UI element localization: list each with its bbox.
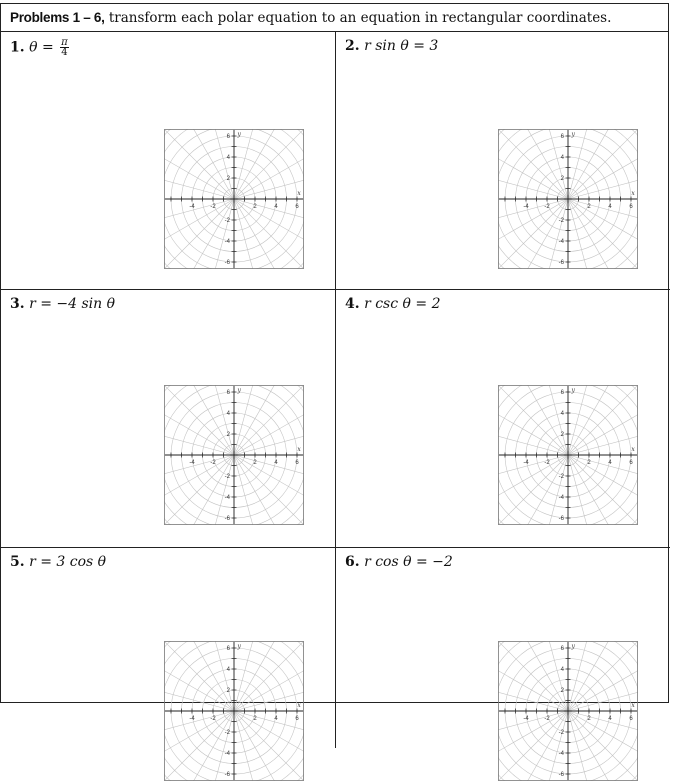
- problem-cell-4: [336, 290, 670, 548]
- problem-cell-6: [336, 548, 670, 778]
- y-tick-label: 6: [226, 390, 230, 396]
- polar-ray: [234, 424, 304, 455]
- x-tick-label: -4: [189, 204, 195, 210]
- y-axis-label: y: [237, 642, 241, 650]
- polar-ray: [498, 680, 568, 711]
- y-tick-label: 2: [560, 176, 564, 182]
- polar-grid-svg: [164, 385, 304, 525]
- y-tick-label: 4: [226, 667, 230, 673]
- polar-ray: [568, 711, 638, 742]
- polar-ray: [568, 680, 638, 711]
- polar-ray: [164, 168, 234, 199]
- polar-ray: [234, 455, 304, 525]
- problem-equation: r csc θ = 2: [364, 296, 441, 312]
- x-axis-label: x: [297, 190, 301, 197]
- problem-6: [345, 554, 453, 570]
- y-tick-label: -2: [224, 474, 230, 480]
- polar-ray: [234, 199, 304, 230]
- y-tick-label: -4: [558, 239, 564, 245]
- x-tick-label: 2: [587, 460, 591, 466]
- x-tick-label: -2: [210, 460, 216, 466]
- polar-ray: [498, 129, 568, 199]
- polar-ray: [164, 455, 234, 486]
- polar-ray: [498, 168, 568, 199]
- polar-ray: [568, 455, 638, 525]
- problem-number: 1.: [10, 39, 25, 56]
- x-tick-label: -2: [544, 716, 550, 722]
- x-tick-label: -4: [523, 204, 529, 210]
- polar-ray: [568, 641, 599, 711]
- y-axis-label: y: [571, 386, 575, 394]
- problem-equation: r cos θ = −2: [364, 554, 453, 570]
- polar-ray: [568, 199, 638, 230]
- y-tick-label: 6: [560, 134, 564, 140]
- pi-over-four-fraction: [60, 38, 69, 57]
- polar-grid-svg: [498, 641, 638, 781]
- x-tick-label: 2: [587, 716, 591, 722]
- polar-ray: [498, 424, 568, 455]
- polar-ray: [568, 385, 638, 455]
- polar-ray: [164, 711, 234, 781]
- polar-ray: [234, 680, 304, 711]
- problem-equation: θ =: [29, 39, 59, 56]
- polar-ray: [234, 199, 265, 269]
- y-tick-label: -2: [224, 218, 230, 224]
- x-tick-label: 4: [274, 460, 278, 466]
- problems-range: Problems 1 – 6,: [10, 10, 105, 25]
- y-tick-label: -6: [224, 772, 230, 778]
- polar-ray: [568, 168, 638, 199]
- x-axis-label: x: [297, 446, 301, 453]
- x-tick-label: -2: [210, 204, 216, 210]
- polar-ray: [568, 424, 638, 455]
- polar-ray: [234, 711, 304, 742]
- polar-grid[interactable]: [164, 385, 304, 525]
- problem-5: [10, 554, 106, 570]
- x-tick-label: 4: [274, 716, 278, 722]
- problem-number: 2.: [345, 38, 360, 54]
- polar-ray: [537, 455, 568, 525]
- x-tick-label: 4: [274, 204, 278, 210]
- polar-ray: [498, 641, 568, 711]
- polar-ray: [568, 199, 599, 269]
- polar-grid[interactable]: [498, 385, 638, 525]
- y-tick-label: -6: [558, 260, 564, 266]
- problem-number: 3.: [10, 296, 25, 312]
- problem-2: [345, 38, 438, 54]
- polar-ray: [537, 199, 568, 269]
- polar-grid[interactable]: [164, 641, 304, 781]
- y-tick-label: 2: [226, 432, 230, 438]
- polar-ray: [568, 129, 599, 199]
- polar-grid[interactable]: [164, 129, 304, 269]
- y-tick-label: 6: [560, 390, 564, 396]
- y-tick-label: 2: [226, 688, 230, 694]
- polar-ray: [164, 199, 234, 230]
- polar-ray: [164, 455, 234, 525]
- polar-ray: [164, 424, 234, 455]
- y-tick-label: -4: [224, 751, 230, 757]
- y-tick-label: -6: [224, 260, 230, 266]
- y-tick-label: -4: [224, 495, 230, 501]
- polar-ray: [568, 385, 599, 455]
- y-tick-label: -6: [558, 772, 564, 778]
- x-tick-label: 6: [629, 460, 633, 466]
- polar-grid-svg: [164, 641, 304, 781]
- y-tick-label: 2: [226, 176, 230, 182]
- polar-ray: [498, 455, 568, 486]
- y-tick-label: 4: [560, 667, 564, 673]
- problem-4: [345, 296, 441, 312]
- problem-equation: r = 3 cos θ: [29, 554, 107, 570]
- x-tick-label: 2: [253, 460, 257, 466]
- polar-ray: [234, 641, 304, 711]
- polar-ray: [234, 455, 265, 525]
- x-tick-label: -4: [189, 716, 195, 722]
- x-tick-label: -4: [189, 460, 195, 466]
- problem-cell-1: [1, 32, 336, 290]
- x-tick-label: -2: [544, 460, 550, 466]
- x-tick-label: 6: [629, 204, 633, 210]
- y-tick-label: 2: [560, 688, 564, 694]
- polar-ray: [568, 711, 638, 781]
- polar-grid-svg: [498, 385, 638, 525]
- polar-ray: [498, 385, 568, 455]
- polar-ray: [234, 129, 265, 199]
- y-tick-label: 6: [226, 646, 230, 652]
- polar-ray: [498, 199, 568, 230]
- x-axis-label: x: [297, 702, 301, 709]
- polar-ray: [234, 168, 304, 199]
- polar-ray: [203, 455, 234, 525]
- y-tick-label: -2: [224, 730, 230, 736]
- x-tick-label: -4: [523, 716, 529, 722]
- y-tick-label: 4: [226, 155, 230, 161]
- x-tick-label: 6: [295, 460, 299, 466]
- x-axis-label: x: [631, 446, 635, 453]
- x-tick-label: -4: [523, 460, 529, 466]
- y-tick-label: 6: [226, 134, 230, 140]
- polar-ray: [498, 199, 568, 269]
- polar-ray: [568, 641, 638, 711]
- polar-ray: [164, 199, 234, 269]
- problem-number: 4.: [345, 296, 360, 312]
- x-tick-label: -2: [210, 716, 216, 722]
- x-tick-label: 6: [629, 716, 633, 722]
- y-tick-label: -2: [558, 218, 564, 224]
- y-tick-label: -4: [558, 495, 564, 501]
- y-tick-label: -6: [224, 516, 230, 522]
- fraction-numerator: π: [61, 37, 68, 48]
- problem-1: [10, 38, 69, 57]
- polar-ray: [498, 711, 568, 742]
- polar-ray: [568, 129, 638, 199]
- problem-equation: r = −4 sin θ: [29, 296, 116, 312]
- polar-ray: [203, 199, 234, 269]
- y-tick-label: 4: [560, 155, 564, 161]
- y-tick-label: -2: [558, 730, 564, 736]
- polar-ray: [568, 455, 638, 486]
- polar-ray: [234, 129, 304, 199]
- polar-ray: [234, 385, 265, 455]
- problem-cell-2: [336, 32, 670, 290]
- polar-ray: [203, 711, 234, 781]
- problem-equation: r sin θ = 3: [364, 38, 439, 54]
- polar-ray: [234, 641, 265, 711]
- polar-ray: [568, 711, 599, 781]
- polar-ray: [568, 455, 599, 525]
- x-tick-label: 4: [608, 460, 612, 466]
- x-axis-label: x: [631, 702, 635, 709]
- polar-ray: [234, 711, 304, 781]
- polar-ray: [498, 711, 568, 781]
- y-tick-label: -4: [558, 751, 564, 757]
- fraction-denominator: 4: [61, 47, 68, 58]
- polar-ray: [568, 199, 638, 269]
- polar-ray: [234, 711, 265, 781]
- x-tick-label: 6: [295, 204, 299, 210]
- y-tick-label: -4: [224, 239, 230, 245]
- polar-ray: [164, 385, 234, 455]
- y-tick-label: -6: [558, 516, 564, 522]
- instructions-text: transform each polar equation to an equation in rectangular coordinates.: [104, 10, 612, 26]
- y-axis-label: y: [571, 130, 575, 138]
- problem-number: 5.: [10, 554, 25, 570]
- polar-ray: [164, 129, 234, 199]
- polar-grid-svg: [498, 129, 638, 269]
- x-tick-label: 2: [253, 716, 257, 722]
- polar-ray: [164, 641, 234, 711]
- x-tick-label: 4: [608, 204, 612, 210]
- y-tick-label: 4: [226, 411, 230, 417]
- problem-number: 6.: [345, 554, 360, 570]
- y-axis-label: y: [237, 130, 241, 138]
- y-tick-label: 6: [560, 646, 564, 652]
- x-tick-label: -2: [544, 204, 550, 210]
- polar-ray: [164, 711, 234, 742]
- y-tick-label: 4: [560, 411, 564, 417]
- problem-cell-3: [1, 290, 336, 548]
- x-tick-label: 2: [587, 204, 591, 210]
- x-tick-label: 2: [253, 204, 257, 210]
- instructions-header: [1, 4, 668, 32]
- polar-ray: [498, 455, 568, 525]
- x-tick-label: 4: [608, 716, 612, 722]
- polar-ray: [234, 455, 304, 486]
- polar-ray: [164, 680, 234, 711]
- polar-grid[interactable]: [498, 641, 638, 781]
- polar-ray: [234, 199, 304, 269]
- y-axis-label: y: [237, 386, 241, 394]
- polar-ray: [234, 385, 304, 455]
- polar-grid-svg: [164, 129, 304, 269]
- x-tick-label: 6: [295, 716, 299, 722]
- y-tick-label: -2: [558, 474, 564, 480]
- worksheet: [0, 3, 669, 778]
- x-axis-label: x: [631, 190, 635, 197]
- polar-grid[interactable]: [498, 129, 638, 269]
- y-tick-label: 2: [560, 432, 564, 438]
- polar-ray: [537, 711, 568, 781]
- problem-3: [10, 296, 115, 312]
- problem-cell-5: [1, 548, 336, 778]
- y-axis-label: y: [571, 642, 575, 650]
